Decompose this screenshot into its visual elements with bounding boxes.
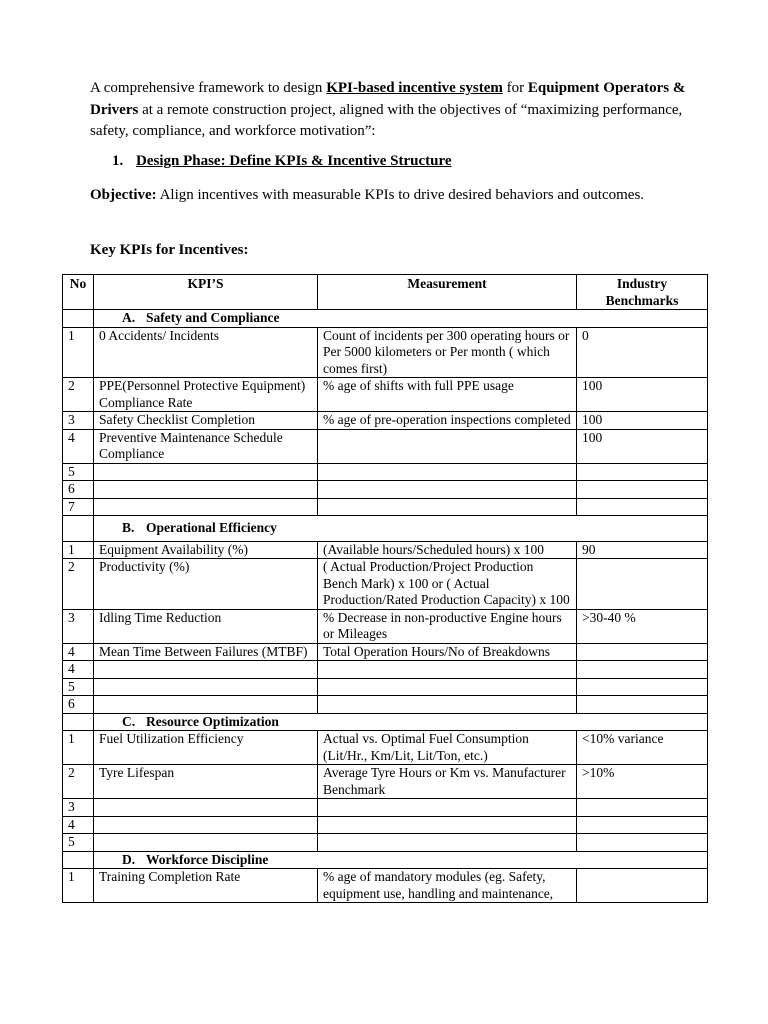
row-no: 1 (63, 731, 94, 765)
table-row (63, 327, 708, 378)
operators-phrase: Equipment Operators & Drivers (90, 80, 686, 118)
row-no: 5 (63, 463, 94, 481)
phase-heading (112, 153, 452, 170)
section-title: Workforce Discipline (146, 851, 269, 867)
row-benchmark: <10% variance (577, 731, 708, 765)
objective-label: Objective: (90, 187, 157, 203)
row-benchmark: 90 (577, 541, 708, 559)
row-benchmark (577, 869, 708, 903)
row-kpi: Idling Time Reduction (94, 609, 318, 643)
row-no: 4 (63, 816, 94, 834)
row-no: 2 (63, 559, 94, 610)
row-measurement: Actual vs. Optimal Fuel Consumption (Lit/Hr., Km/Lit, Lit/Ton, etc.) (318, 731, 577, 765)
row-no: 1 (63, 541, 94, 559)
intro-paragraph (90, 78, 690, 143)
row-measurement: Count of incidents per 300 operating hours or Per 5000 kilometers or Per month ( which comes first) (318, 327, 577, 378)
table-row (63, 834, 708, 852)
header-measurement: Measurement (318, 275, 577, 310)
row-kpi: 0 Accidents/ Incidents (94, 327, 318, 378)
row-measurement: % age of mandatory modules (eg. Safety, equipment use, handling and maintenance, (318, 869, 577, 903)
table-row (63, 463, 708, 481)
header-kpi: KPI’S (94, 275, 318, 310)
kpi-table (62, 274, 708, 903)
intro-text-1: A comprehensive framework to design (90, 80, 327, 96)
section-letter: B. (122, 520, 135, 535)
table-row (63, 869, 708, 903)
table-row (63, 412, 708, 430)
table-row (63, 498, 708, 516)
row-kpi: Fuel Utilization Efficiency (94, 731, 318, 765)
table-row (63, 481, 708, 499)
row-kpi: Training Completion Rate (94, 869, 318, 903)
row-measurement: Total Operation Hours/No of Breakdowns (318, 643, 577, 661)
section-letter: D. (122, 851, 136, 867)
table-row (63, 678, 708, 696)
row-measurement: ( Actual Production/Project Production Bench Mark) x 100 or ( Actual Production/Rated Production Capacity) x 100 (318, 559, 577, 610)
table-row (63, 731, 708, 765)
section-title: Safety and Compliance (146, 310, 280, 325)
phase-title: Design Phase: Define KPIs & Incentive Structure (136, 153, 452, 169)
row-no: 4 (63, 643, 94, 661)
objective-text: Align incentives with measurable KPIs to drive desired behaviors and outcomes. (156, 187, 645, 203)
row-benchmark: 100 (577, 429, 708, 463)
table-row (63, 378, 708, 412)
row-no: 2 (63, 765, 94, 799)
row-no: 3 (63, 412, 94, 430)
section-row-a (63, 310, 708, 328)
row-measurement: Average Tyre Hours or Km vs. Manufacturer Benchmark (318, 765, 577, 799)
intro-text-2: for (502, 80, 528, 96)
row-no: 3 (63, 799, 94, 817)
row-no: 5 (63, 678, 94, 696)
table-row (63, 816, 708, 834)
row-kpi: Equipment Availability (%) (94, 541, 318, 559)
row-measurement: % age of shifts with full PPE usage (318, 378, 577, 412)
row-benchmark (577, 643, 708, 661)
section-title: Resource Optimization (146, 713, 279, 729)
section-letter: A. (122, 310, 136, 325)
row-kpi: Mean Time Between Failures (MTBF) (94, 643, 318, 661)
row-measurement: (Available hours/Scheduled hours) x 100 (318, 541, 577, 559)
kpi-system-phrase: KPI-based incentive system (326, 80, 503, 96)
table-row (63, 799, 708, 817)
row-no: 3 (63, 609, 94, 643)
row-benchmark: 100 (577, 412, 708, 430)
row-kpi: Productivity (%) (94, 559, 318, 610)
row-benchmark: >30-40 % (577, 609, 708, 643)
table-row (63, 541, 708, 559)
row-kpi: PPE(Personnel Protective Equipment) Compliance Rate (94, 378, 318, 412)
row-no: 1 (63, 869, 94, 903)
section-row-b (63, 516, 708, 542)
table-row (63, 609, 708, 643)
row-measurement (318, 429, 577, 463)
row-kpi: Tyre Lifespan (94, 765, 318, 799)
row-benchmark: >10% (577, 765, 708, 799)
table-row (63, 661, 708, 679)
row-no: 4 (63, 429, 94, 463)
row-kpi: Preventive Maintenance Schedule Compliance (94, 429, 318, 463)
intro-text-3: at a remote construction project, aligned with the objectives of “maximizing performance, safety, compliance, and workforce motivation”: (90, 101, 683, 139)
row-measurement: % Decrease in non-productive Engine hours or Mileages (318, 609, 577, 643)
section-row-d (63, 851, 708, 869)
header-no: No (63, 275, 94, 310)
row-kpi: Safety Checklist Completion (94, 412, 318, 430)
row-no: 6 (63, 696, 94, 714)
table-row (63, 643, 708, 661)
section-row-c (63, 713, 708, 731)
table-row (63, 559, 708, 610)
row-benchmark: 0 (577, 327, 708, 378)
table-header-row (63, 275, 708, 310)
row-no: 2 (63, 378, 94, 412)
row-benchmark: 100 (577, 378, 708, 412)
row-benchmark (577, 559, 708, 610)
phase-number: 1. (112, 153, 124, 169)
row-no: 4 (63, 661, 94, 679)
row-measurement: % age of pre-operation inspections completed (318, 412, 577, 430)
section-letter: C. (122, 713, 136, 729)
kpis-heading: Key KPIs for Incentives: (90, 242, 249, 258)
row-no: 1 (63, 327, 94, 378)
row-no: 7 (63, 498, 94, 516)
section-title: Operational Efficiency (146, 520, 277, 535)
table-row (63, 765, 708, 799)
header-benchmark: Industry Benchmarks (577, 275, 708, 310)
row-no: 5 (63, 834, 94, 852)
table-row (63, 429, 708, 463)
row-no: 6 (63, 481, 94, 499)
objective-line (90, 187, 644, 204)
table-row (63, 696, 708, 714)
